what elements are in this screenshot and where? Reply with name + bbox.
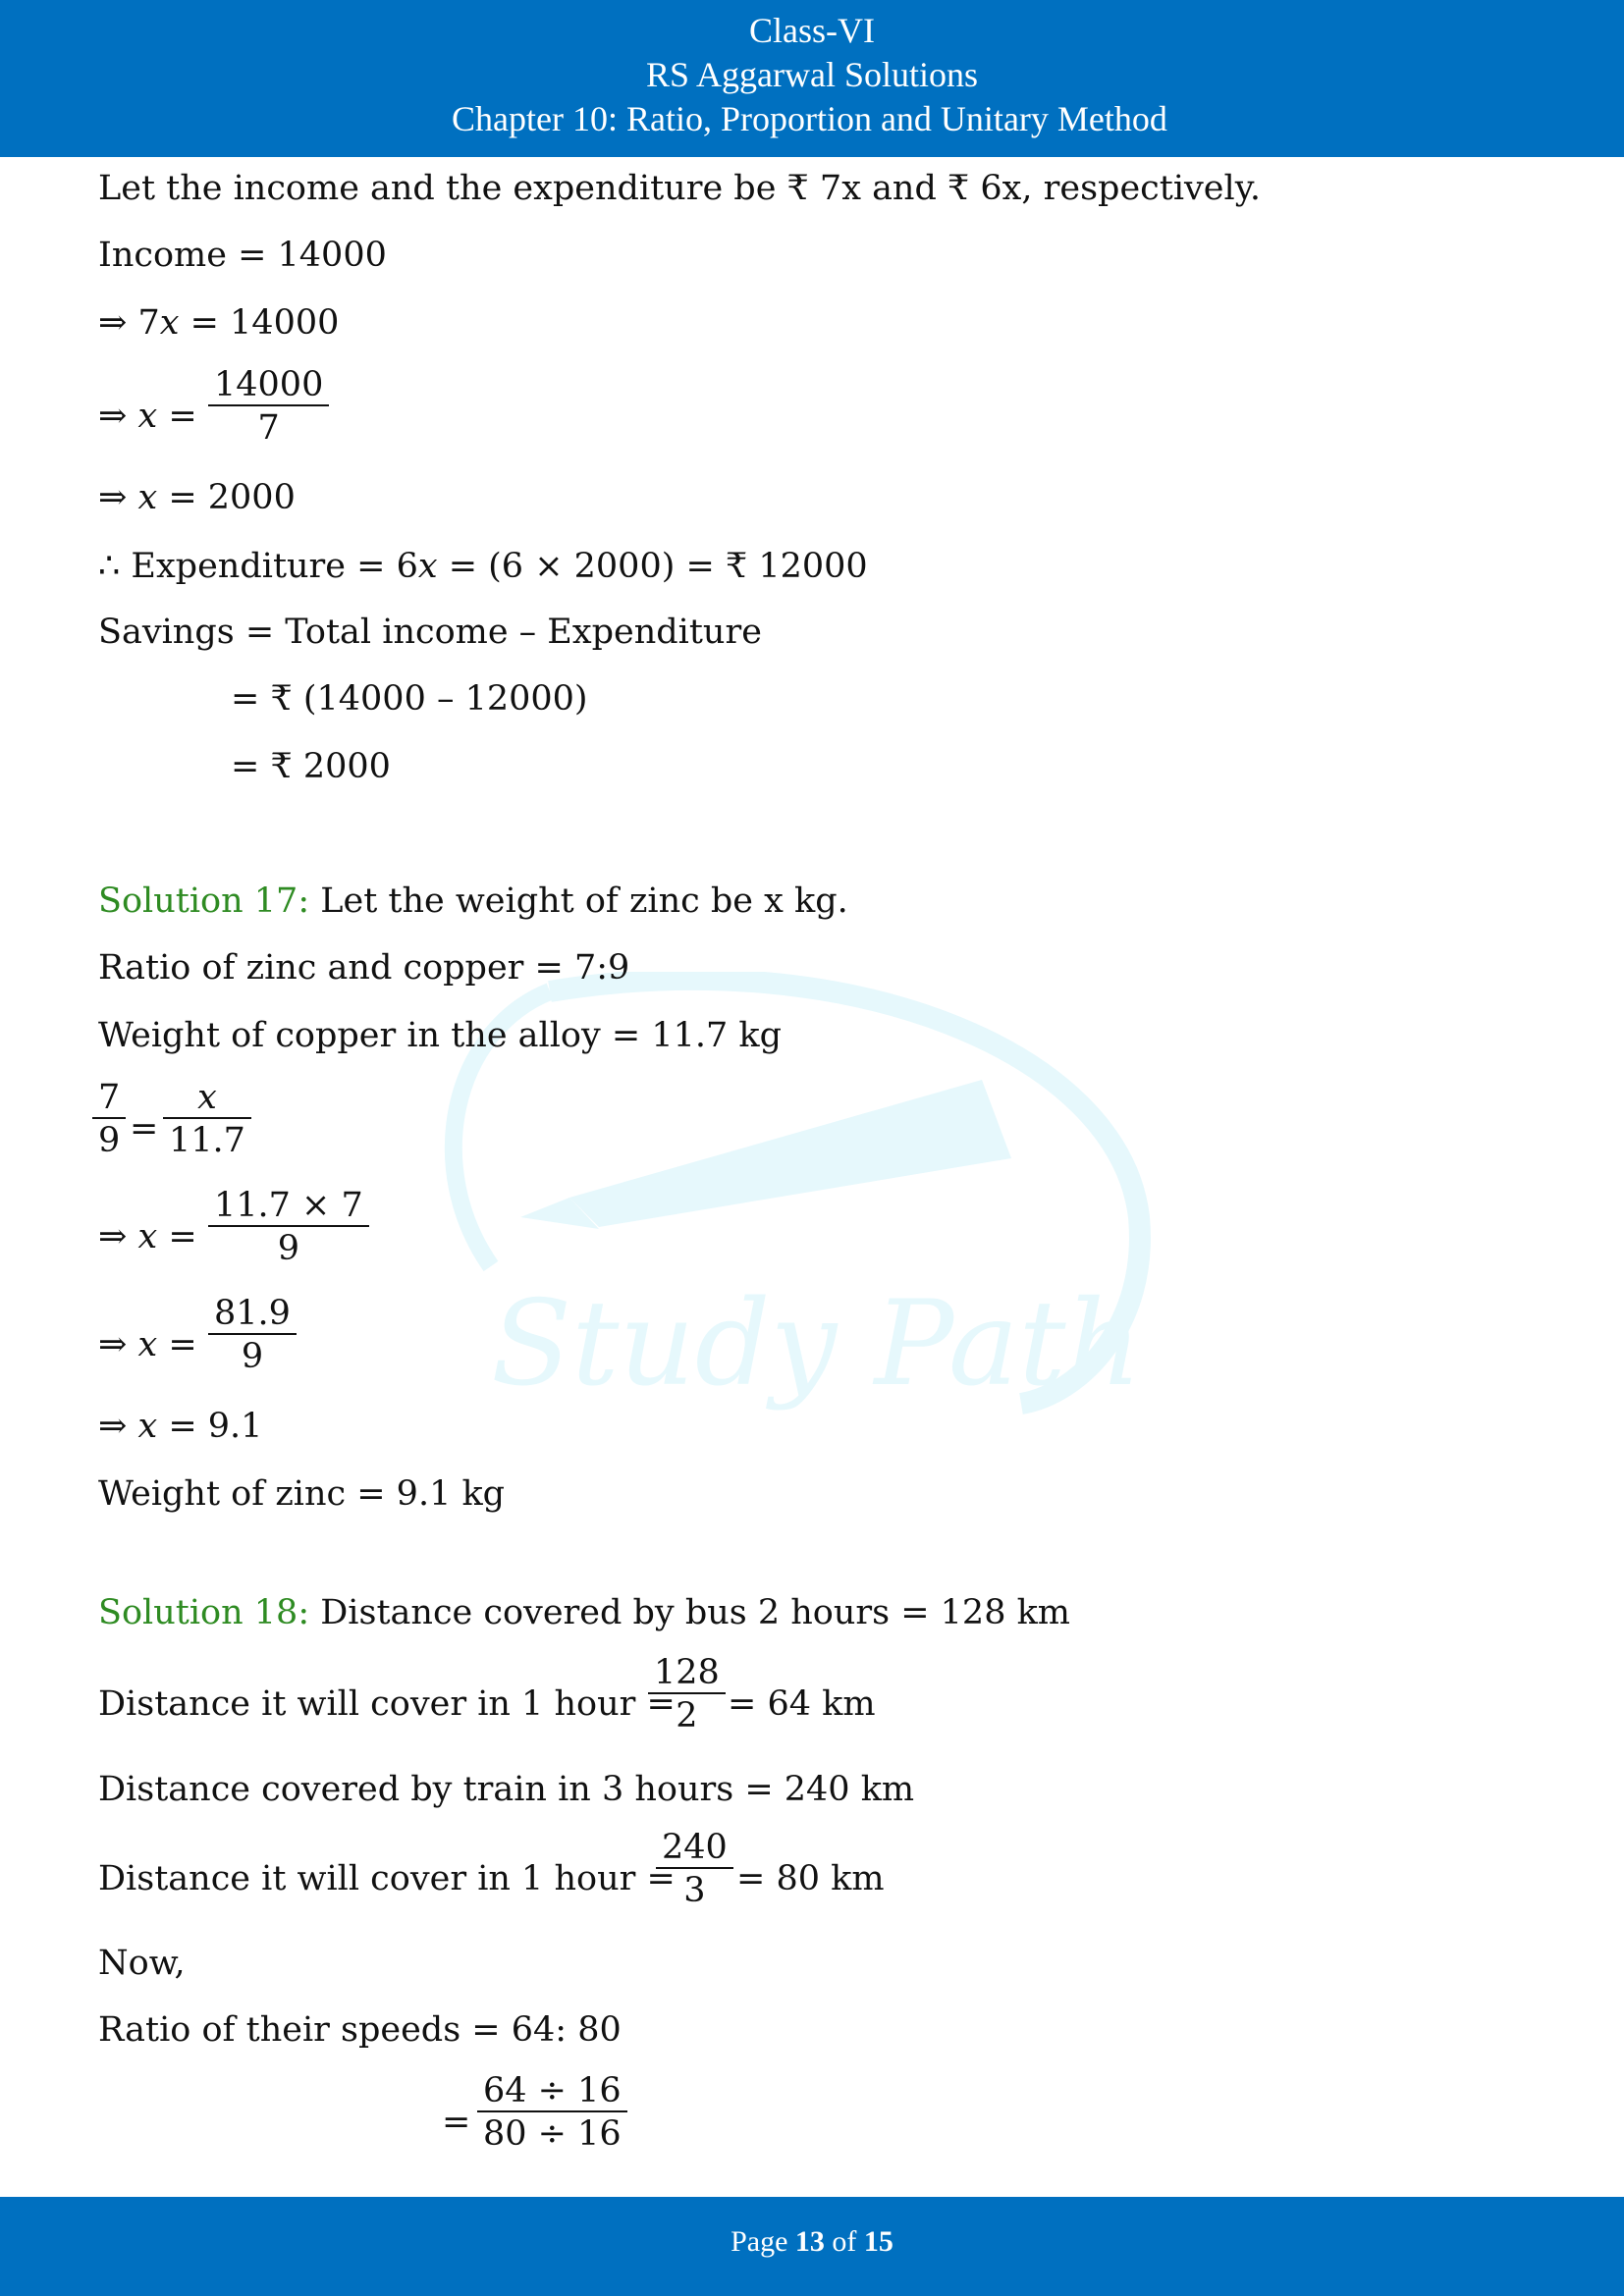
fraction: [656, 1828, 733, 1910]
equation-prefix: ⇒ 𝑥 =: [98, 1217, 197, 1256]
numerator: 11.7 × 7: [214, 1186, 363, 1225]
equation-line: = ₹ 2000: [231, 747, 391, 786]
numerator: 7: [98, 1078, 121, 1117]
fraction: [163, 1078, 251, 1160]
text-line: Let the income and the expenditure be ₹ 7x and ₹ 6x, respectively.: [98, 169, 1261, 208]
text-line: Weight of zinc = 9.1 kg: [98, 1474, 506, 1514]
denominator: 9: [208, 1333, 297, 1376]
text-line: Ratio of their speeds = 64: 80: [98, 2010, 622, 2050]
equation-line: ⇒ 7𝑥 = 14000: [98, 303, 340, 343]
fraction: [208, 365, 329, 448]
page-word: Page: [731, 2225, 788, 2258]
equals-sign: =: [130, 1109, 159, 1148]
solution-17-heading: [98, 880, 848, 923]
watermark-text: Study Path: [491, 1276, 1142, 1413]
fraction: [92, 1078, 126, 1160]
total-pages: 15: [863, 2225, 893, 2258]
equation-suffix: = 80 km: [736, 1859, 885, 1898]
denominator: 9: [208, 1225, 369, 1268]
solution-18-heading: [98, 1591, 1070, 1634]
numerator: 𝑥: [197, 1078, 217, 1117]
of-word: of: [832, 2225, 857, 2258]
denominator: 3: [656, 1867, 733, 1910]
numerator: 81.9: [214, 1294, 291, 1333]
equation-prefix: ⇒ 𝑥 =: [98, 397, 197, 436]
page-header: [0, 0, 1624, 157]
text-line: Now,: [98, 1944, 186, 1983]
current-page-number: 13: [794, 2225, 825, 2258]
solution-label: Solution 18:: [98, 1593, 310, 1632]
fraction: [208, 1186, 369, 1268]
denominator: 7: [208, 404, 329, 448]
equation-suffix: = 64 km: [728, 1684, 876, 1724]
text-line: Ratio of zinc and copper = 7:9: [98, 948, 630, 988]
equation-line: ⇒ 𝑥 = 9.1: [98, 1407, 263, 1446]
text-line: Income = 14000: [98, 236, 387, 275]
page-footer: [0, 2197, 1624, 2296]
equation-prefix: Distance it will cover in 1 hour =: [98, 1684, 676, 1724]
numerator: 14000: [214, 365, 324, 404]
denominator: 11.7: [163, 1117, 251, 1160]
header-class: Class-VI: [749, 11, 875, 50]
solution-label: Solution 17:: [98, 881, 310, 921]
header-book: RS Aggarwal Solutions: [645, 55, 979, 94]
equation-line: = ₹ (14000 – 12000): [231, 679, 588, 719]
solution-text: Let the weight of zinc be x kg.: [309, 881, 848, 921]
fraction: [477, 2071, 627, 2154]
equation-line: ⇒ 𝑥 = 2000: [98, 478, 296, 517]
numerator: 240: [662, 1828, 728, 1867]
solution-text: Distance covered by bus 2 hours = 128 km: [309, 1593, 1070, 1632]
equation-prefix: ⇒ 𝑥 =: [98, 1325, 197, 1364]
equation-prefix: =: [442, 2103, 471, 2142]
fraction: [208, 1294, 297, 1376]
text-line: Distance covered by train in 3 hours = 240 km: [98, 1770, 915, 1809]
text-line: Weight of copper in the alloy = 11.7 kg: [98, 1016, 783, 1055]
equation-prefix: Distance it will cover in 1 hour =: [98, 1859, 676, 1898]
header-chapter: Chapter 10: Ratio, Proportion and Unitary Method: [452, 99, 1167, 138]
text-line: Savings = Total income – Expenditure: [98, 613, 762, 652]
equation-line: ∴ Expenditure = 6𝑥 = (6 × 2000) = ₹ 12000: [98, 547, 868, 586]
denominator: 2: [648, 1692, 726, 1735]
numerator: 128: [654, 1653, 720, 1692]
fraction: [648, 1653, 726, 1735]
denominator: 9: [92, 1117, 126, 1160]
numerator: 64 ÷ 16: [483, 2071, 622, 2110]
denominator: 80 ÷ 16: [477, 2110, 627, 2154]
